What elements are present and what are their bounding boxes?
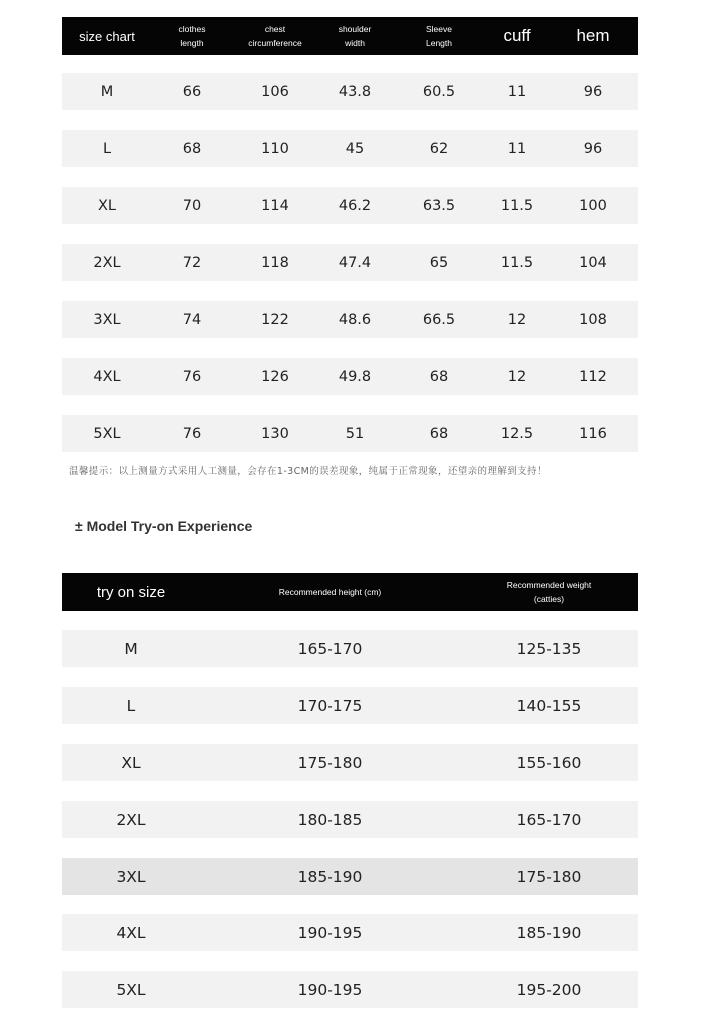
- table-row: 5XL 76 130 51 68 12.5 116: [62, 415, 638, 452]
- table-row: 4XL 190-195 185-190: [62, 914, 638, 951]
- header-recommended-height: Recommended height (cm): [278, 587, 382, 597]
- tryon-chart-table: [62, 573, 638, 1013]
- size-chart-header: [62, 17, 638, 55]
- header-sleeve-l2: Length: [426, 38, 452, 48]
- size-chart-table: [62, 17, 638, 457]
- table-row: M 66 106 43.8 60.5 11 96: [62, 73, 638, 110]
- header-hem: hem: [576, 26, 610, 45]
- header-chest-l1: chest: [264, 24, 286, 34]
- table-row: L 170-175 140-155: [62, 687, 638, 724]
- header-clothes-length-l2: length: [180, 38, 204, 48]
- measurement-note: 温馨提示：以上测量方式采用人工测量，会存在1-3CM的误差现象，纯属于正常现象，还望亲的理解到支持！: [69, 466, 547, 477]
- table-row: 2XL 180-185 165-170: [62, 801, 638, 838]
- table-row: 4XL 76 126 49.8 68 12 112: [62, 358, 638, 395]
- header-try-on-size: try on size: [96, 583, 166, 601]
- table-row: XL 175-180 155-160: [62, 744, 638, 781]
- header-clothes-length-l1: clothes: [178, 24, 206, 34]
- table-row: M 165-170 125-135: [62, 630, 638, 667]
- table-row: 3XL 185-190 175-180: [62, 858, 638, 895]
- table-row: XL 70 114 46.2 63.5 11.5 100: [62, 187, 638, 224]
- header-shoulder-l1: shoulder: [338, 24, 372, 34]
- model-section-title: ± Model Try-on Experience: [75, 518, 253, 534]
- tryon-chart-header: [62, 573, 638, 611]
- table-row: 5XL 190-195 195-200: [62, 971, 638, 1008]
- header-chest-l2: circumference: [248, 38, 302, 48]
- header-size-chart: size chart: [79, 28, 135, 44]
- header-shoulder-l2: width: [345, 38, 365, 48]
- table-row: L 68 110 45 62 11 96: [62, 130, 638, 167]
- header-cuff: cuff: [503, 26, 531, 45]
- header-sleeve-l1: Sleeve: [426, 24, 452, 34]
- table-row: 2XL 72 118 47.4 65 11.5 104: [62, 244, 638, 281]
- header-recommended-weight-l2: (catties): [533, 594, 565, 604]
- table-row: 3XL 74 122 48.6 66.5 12 108: [62, 301, 638, 338]
- header-recommended-weight-l1: Recommended weight: [506, 580, 592, 590]
